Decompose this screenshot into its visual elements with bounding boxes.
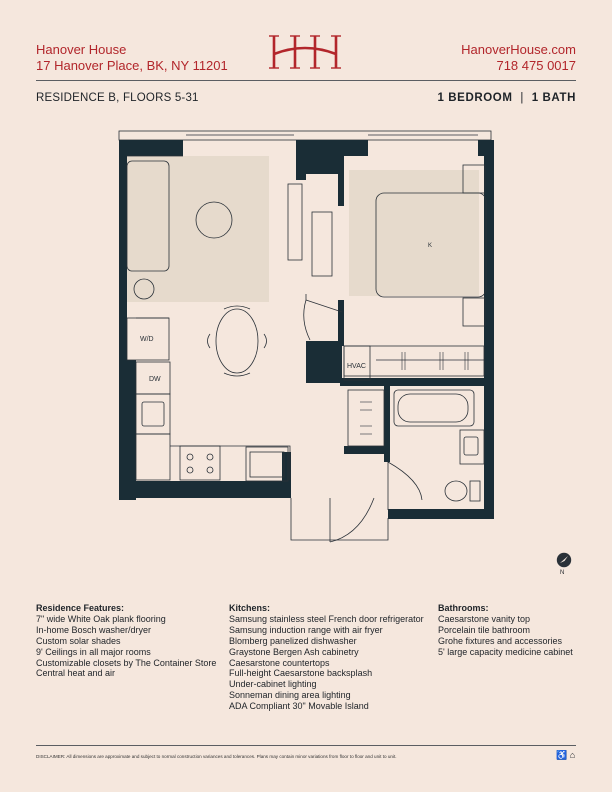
feature-item: 9' Ceilings in all major rooms <box>36 646 151 657</box>
feature-item: Samsung induction range with air fryer <box>229 624 383 635</box>
feature-item: Customizable closets by The Container Store <box>36 657 217 668</box>
feature-item: 5' large capacity medicine cabinet <box>438 646 573 657</box>
feature-item: Caesarstone vanity top <box>438 613 531 624</box>
website-link[interactable]: HanoverHouse.com <box>461 42 576 57</box>
hvac-label: HVAC <box>347 363 366 370</box>
feature-item: Under-cabinet lighting <box>229 679 317 690</box>
wd-label: W/D <box>140 336 154 343</box>
tv-console <box>288 184 302 260</box>
bath-count: 1 BATH <box>531 92 576 104</box>
exterior-windows <box>119 131 491 140</box>
footer-icons <box>556 750 575 761</box>
footer-divider <box>36 745 576 746</box>
disclaimer: DISCLAIMER: All dimensions are approximate and subject to normal construction variances and tolerances. Plans may contain minor variations from floor to floor and unit to unit. <box>36 754 397 759</box>
equal-housing-icon: ⌂ <box>569 750 576 760</box>
bedroom-count: 1 BEDROOM <box>437 92 513 104</box>
feature-item: Samsung stainless steel French door refrigerator <box>229 613 424 624</box>
compass-icon <box>556 552 572 568</box>
kitchen-features <box>229 603 424 712</box>
feature-item: Central heat and air <box>36 668 116 679</box>
feature-item: Caesarstone countertops <box>229 657 330 668</box>
phone-number: 718 475 0017 <box>496 58 576 73</box>
compass-label: N <box>560 570 565 576</box>
feature-item: Custom solar shades <box>36 635 121 646</box>
bathroom-features <box>438 603 573 658</box>
residence-features <box>36 603 216 679</box>
wheelchair-icon: ♿ <box>556 750 568 760</box>
desk <box>312 212 332 276</box>
linen-closet <box>348 390 384 446</box>
toilet <box>445 481 467 501</box>
feature-item: Sonneman dining area lighting <box>229 690 351 701</box>
residence-title: RESIDENCE B, FLOORS 5-31 <box>36 92 199 104</box>
bed-label: K <box>428 243 433 249</box>
residence-features-heading: Residence Features: <box>36 603 125 613</box>
kitchen-sink <box>142 402 164 426</box>
bathroom-features-heading: Bathrooms: <box>438 603 489 613</box>
feature-item: Graystone Bergen Ash cabinetry <box>229 646 359 657</box>
unit-summary-separator: | <box>520 92 524 104</box>
feature-item: In-home Bosch washer/dryer <box>36 624 152 635</box>
bedroom-rug <box>349 170 479 296</box>
feature-item: Blomberg panelized dishwasher <box>229 635 357 646</box>
feature-item: ADA Compliant 30" Movable Island <box>229 701 369 712</box>
dw-label: DW <box>149 376 161 383</box>
feature-item: Porcelain tile bathroom <box>438 624 531 635</box>
feature-item: Grohe fixtures and accessories <box>438 635 563 646</box>
dining-table <box>216 309 258 373</box>
building-name: Hanover House <box>36 42 127 57</box>
cooktop <box>180 446 220 480</box>
kitchen-features-heading: Kitchens: <box>229 603 271 613</box>
building-address: 17 Hanover Place, BK, NY 11201 <box>36 58 228 73</box>
feature-item: 7" wide White Oak plank flooring <box>36 613 166 624</box>
feature-item: Full-height Caesarstone backsplash <box>229 668 373 679</box>
